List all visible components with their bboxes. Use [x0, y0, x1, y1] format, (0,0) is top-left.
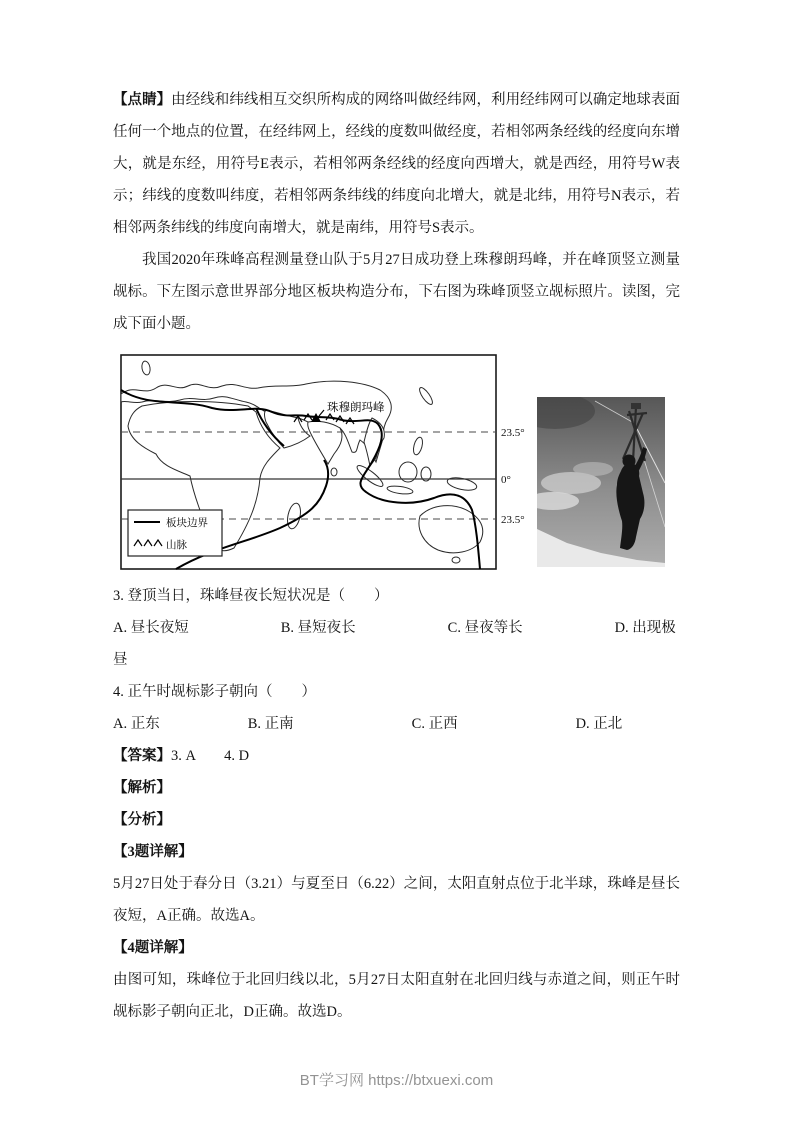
q4-option-d: D. 正北 [575, 716, 623, 732]
lat-label-north: 23.5° [501, 427, 525, 439]
q4-detail-text: 由图可知，珠峰位于北回归线以北，5月27日太阳直射在北回归线与赤道之间，则正午时觇标影子朝向正北，D正确。故选D。 [113, 972, 680, 1020]
q3-option-a: A. 昼长夜短 [113, 620, 189, 636]
photo-cloud [573, 462, 613, 476]
summit-photo [537, 397, 665, 567]
map-legend [128, 510, 222, 556]
q3-stem: 3. 登顶当日，珠峰昼夜长短状况是（ ） [113, 588, 389, 604]
lat-label-equator: 0° [501, 474, 511, 486]
beacon-flag [631, 403, 641, 409]
q3-options [113, 612, 680, 676]
climber-head [623, 455, 636, 468]
figure-block [113, 354, 680, 580]
dianjing-text: 由经线和纬线相互交织所构成的网络叫做经纬网，利用经纬网可以确定地球表面任何一个地点的位置，在经纬网上，经线的度数叫做经度，若相邻两条经线的经度向东增大，就是东经，用符号E表示，若相邻两条经线的经度向西增大，就是西经，用符号W表示；纬线的度数叫纬度，若相邻两条纬线的纬度向北增大，就是北纬，用符号N表示，若相邻两条纬线的纬度向南增大，就是南纬，用符号S表示。 [113, 92, 681, 236]
jiexi-marker: 【解析】 [113, 780, 171, 796]
jiexi-line [113, 772, 680, 804]
tasmania-outline [452, 557, 460, 563]
q3-option-b: B. 昼短夜长 [280, 620, 356, 636]
q4-options [113, 708, 680, 740]
q3-detail-marker: 【3题详解】 [113, 844, 193, 860]
fenxi-marker: 【分析】 [113, 812, 171, 828]
plate-map [120, 354, 535, 570]
q3-option-c: C. 昼夜等长 [447, 620, 523, 636]
q3-option-d: D. 出现极昼 [113, 620, 676, 668]
intro-paragraph: 我国2020年珠峰高程测量登山队于5月27日成功登上珠穆朗玛峰，并在峰顶竖立测量觇标。下左图示意世界部分地区板块构造分布，下右图为珠峰顶竖立觇标照片。读图，完成下面小题。 [113, 252, 680, 332]
everest-label: 珠穆朗玛峰 [327, 402, 385, 414]
latitude-labels [501, 427, 525, 526]
document-content [113, 84, 680, 1028]
q4-stem: 4. 正午时觇标影子朝向（ ） [113, 684, 316, 700]
dianjing-paragraph [113, 84, 680, 244]
legend-mountain-label: 山脉 [166, 540, 187, 551]
q4-option-c: C. 正西 [411, 716, 458, 732]
legend-boundary-label: 板块边界 [166, 518, 208, 529]
q3-detail-text: 5月27日处于春分日（3.21）与夏至日（6.22）之间，太阳直射点位于北半球，珠峰是昼长夜短，A正确。故选A。 [113, 876, 680, 924]
lat-label-south: 23.5° [501, 514, 525, 526]
q4-detail-header [113, 932, 680, 964]
fenxi-line [113, 804, 680, 836]
q3-detail-header [113, 836, 680, 868]
answer-marker: 【答案】 [113, 748, 171, 764]
q4-detail-marker: 【4题详解】 [113, 940, 193, 956]
q4-option-b: B. 正南 [247, 716, 294, 732]
srilanka-outline [331, 468, 337, 476]
answer-text: 3. A 4. D [171, 748, 250, 764]
answer-line [113, 740, 680, 772]
q4-option-a: A. 正东 [113, 716, 160, 732]
page-footer [0, 1069, 793, 1090]
footer-link[interactable]: BT学习网 https://btxuexi.com [299, 1072, 494, 1089]
dianjing-marker: 【点睛】 [113, 92, 172, 108]
